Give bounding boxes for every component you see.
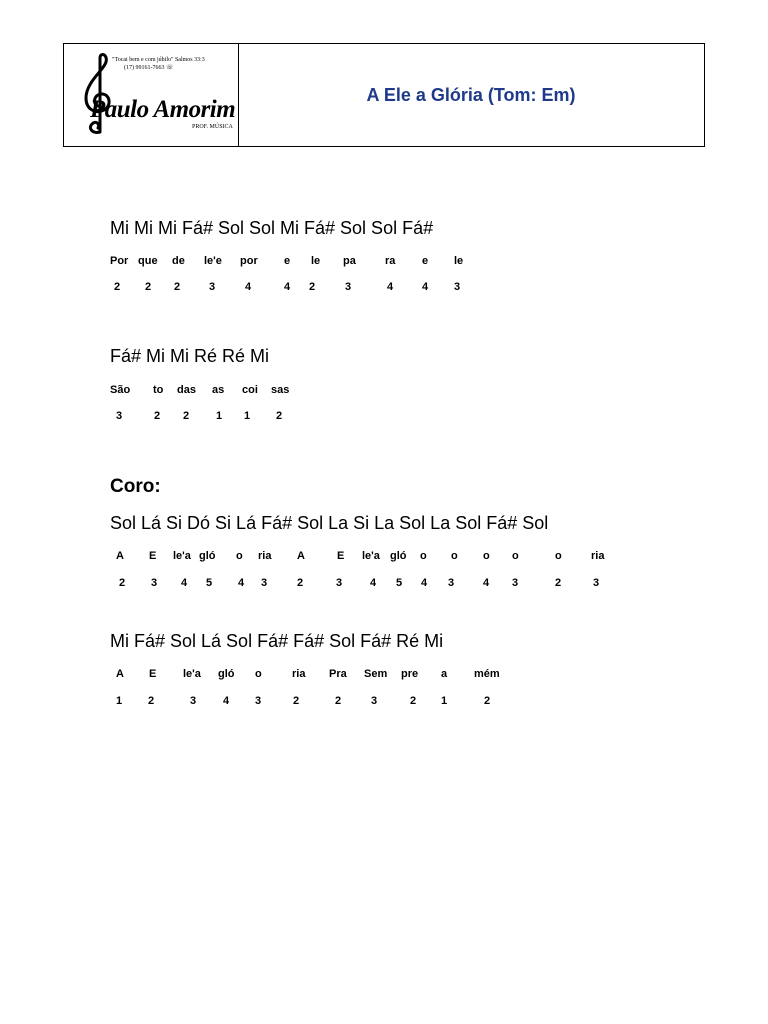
treble-clef-icon	[78, 52, 118, 138]
syllable: o	[483, 550, 490, 562]
syllable: A	[116, 550, 124, 562]
notes-line-2: Fá# Mi Mi Ré Ré Mi	[110, 346, 270, 366]
syllable: sas	[271, 384, 290, 396]
syllable: o	[512, 550, 519, 562]
syllable: o	[236, 550, 243, 562]
notes-line-1: Mi Mi Mi Fá# Sol Sol Mi Fá# Sol Sol Fá#	[110, 218, 434, 238]
syllable: o	[255, 668, 262, 680]
finger-number: 4	[181, 577, 188, 589]
logo-phone: (17) 99161-7663 ☏	[124, 65, 174, 71]
finger-number: 3	[371, 695, 378, 707]
document-title: A Ele a Glória (Tom: Em)	[366, 84, 576, 105]
syllable: Sem	[364, 668, 388, 680]
notes-line-3: Sol Lá Si Dó Si Lá Fá# Sol La Si La Sol La Sol Fá# Sol	[110, 513, 549, 533]
finger-number: 3	[261, 577, 268, 589]
finger-number: 2	[410, 695, 417, 707]
syllable: A	[297, 550, 305, 562]
finger-number: 1	[216, 410, 223, 422]
syllable: le	[454, 255, 464, 267]
finger-number: 2	[114, 281, 121, 293]
finger-number: 4	[421, 577, 428, 589]
syllable: mém	[474, 668, 500, 680]
finger-number: 2	[335, 695, 342, 707]
syllable: de	[172, 255, 185, 267]
syllable: le'a	[173, 550, 191, 562]
syllable: o	[451, 550, 458, 562]
finger-number: 4	[422, 281, 429, 293]
syllable: São	[110, 384, 131, 396]
finger-number: 5	[206, 577, 213, 589]
syllable: que	[138, 255, 158, 267]
finger-number: 1	[116, 695, 123, 707]
finger-number: 2	[309, 281, 316, 293]
finger-number: 3	[209, 281, 216, 293]
syllable: ra	[385, 255, 396, 267]
notes-line-4: Mi Fá# Sol Lá Sol Fá# Fá# Sol Fá# Ré Mi	[110, 631, 444, 651]
coro-heading: Coro:	[110, 476, 161, 497]
syllable: le'a	[183, 668, 201, 680]
syllable: o	[555, 550, 562, 562]
finger-number: 4	[483, 577, 490, 589]
header-box	[63, 43, 705, 147]
syllable: das	[177, 384, 196, 396]
syllable: gló	[218, 668, 235, 680]
syllable: le'a	[362, 550, 380, 562]
syllable: E	[149, 668, 157, 680]
finger-number: 4	[370, 577, 377, 589]
finger-number: 2	[293, 695, 300, 707]
finger-number: 2	[555, 577, 562, 589]
syllable: Pra	[329, 668, 347, 680]
syllable: a	[441, 668, 448, 680]
syllable: ria	[591, 550, 605, 562]
finger-number: 3	[255, 695, 262, 707]
finger-number: 3	[336, 577, 343, 589]
syllable: gló	[199, 550, 216, 562]
finger-number: 4	[387, 281, 394, 293]
finger-number: 1	[441, 695, 448, 707]
syllable: Por	[110, 255, 129, 267]
syllable: to	[153, 384, 164, 396]
syllable: A	[116, 668, 124, 680]
syllable: e	[422, 255, 429, 267]
finger-number: 3	[151, 577, 158, 589]
logo-quote: "Tocai bem e com júbilo" Salmos 33:3	[112, 57, 205, 63]
finger-number: 5	[396, 577, 403, 589]
finger-number: 3	[593, 577, 600, 589]
finger-number: 3	[512, 577, 519, 589]
finger-number: 4	[223, 695, 230, 707]
syllable: E	[149, 550, 157, 562]
syllable: le'e	[204, 255, 222, 267]
finger-number: 2	[174, 281, 181, 293]
syllable: ria	[258, 550, 272, 562]
finger-number: 2	[145, 281, 152, 293]
finger-number: 1	[244, 410, 251, 422]
syllable: pre	[401, 668, 419, 680]
finger-number: 4	[284, 281, 291, 293]
syllable: o	[420, 550, 427, 562]
finger-number: 2	[484, 695, 491, 707]
finger-number: 3	[345, 281, 352, 293]
logo	[64, 44, 239, 146]
finger-number: 4	[238, 577, 245, 589]
finger-number: 2	[183, 410, 190, 422]
finger-number: 2	[148, 695, 155, 707]
syllable: le	[311, 255, 321, 267]
finger-number: 2	[297, 577, 304, 589]
finger-number: 3	[116, 410, 123, 422]
syllable: coi	[242, 384, 258, 396]
finger-number: 2	[276, 410, 283, 422]
finger-number: 2	[154, 410, 161, 422]
logo-name: Paulo Amorim	[90, 96, 236, 123]
logo-subtitle: PROF. MÚSICA	[192, 124, 233, 130]
finger-number: 3	[190, 695, 197, 707]
finger-number: 3	[454, 281, 461, 293]
syllable: ria	[292, 668, 306, 680]
syllable: E	[337, 550, 345, 562]
syllable: gló	[390, 550, 407, 562]
finger-number: 2	[119, 577, 126, 589]
finger-number: 3	[448, 577, 455, 589]
syllable: e	[284, 255, 291, 267]
syllable: pa	[343, 255, 356, 267]
syllable: as	[212, 384, 225, 396]
syllable: por	[240, 255, 258, 267]
finger-number: 4	[245, 281, 252, 293]
